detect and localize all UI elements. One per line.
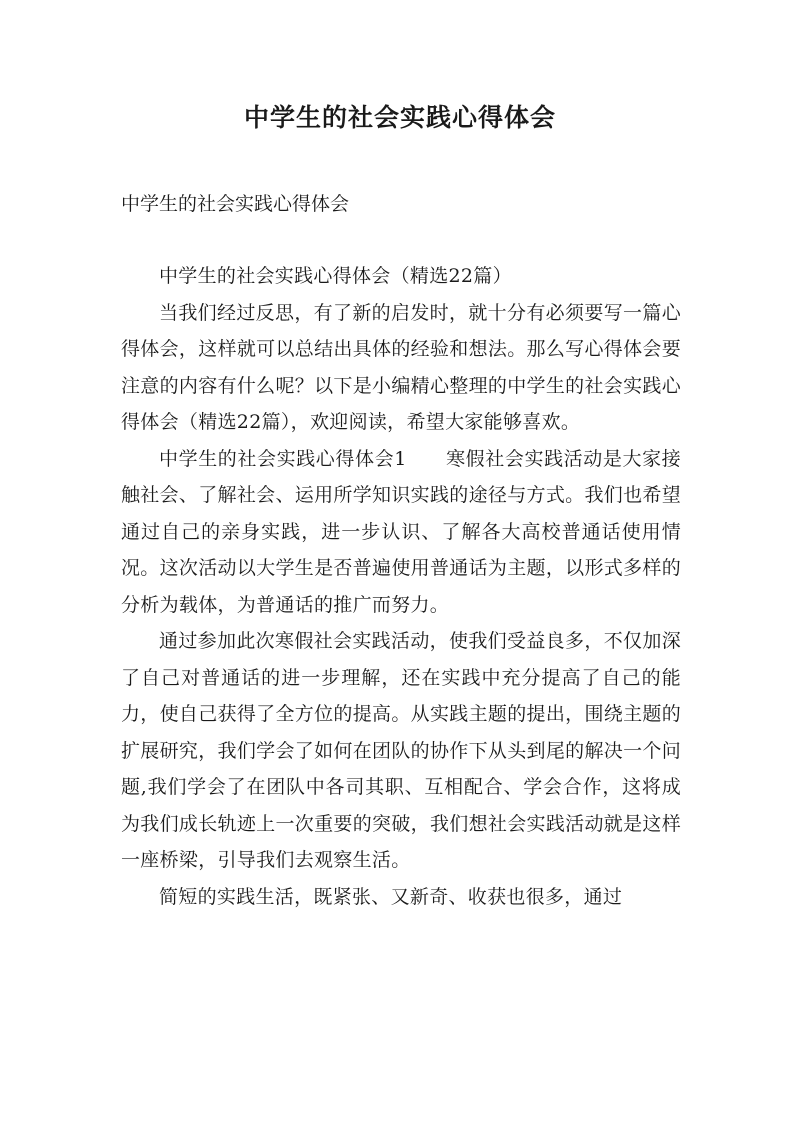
paragraph-reflection: 通过参加此次寒假社会实践活动，使我们受益良多，不仅加深了自己对普通话的进一步理解，还在实践中充分提高了自己的能力，使自己获得了全方位的提高。从实践主题的提出，围绕主题的扩展研究，我们学会了如何在团队的协作下从头到尾的解决一个问题,我们学会了在团队中各司其职、互相配合、学会合作，这将成为我们成长轨迹上一次重要的突破，我们想社会实践活动就是这样一座桥梁，引导我们去观察生活。: [121, 630, 681, 871]
document-title: 中学生的社会实践心得体会: [243, 103, 556, 132]
document-subtitle: 中学生的社会实践心得体会: [121, 193, 350, 215]
document-body: [121, 258, 681, 915]
paragraph-intro: 当我们经过反思，有了新的启发时，就十分有必须要写一篇心得体会，这样就可以总结出具体的经验和想法。那么写心得体会要注意的内容有什么呢？以下是小编精心整理的中学生的社会实践心得体会（精选22篇），欢迎阅读，希望大家能够喜欢。: [121, 301, 681, 433]
paragraph-essay-1: 中学生的社会实践心得体会1 寒假社会实践活动是大家接触社会、了解社会、运用所学知识实践的途径与方式。我们也希望通过自己的亲身实践，进一步认识、了解各大高校普通话使用情况。这次活动以大学生是否普遍使用普通话为主题，以形式多样的分析为载体，为普通话的推广而努力。: [121, 447, 681, 616]
paragraph-heading: 中学生的社会实践心得体会（精选22篇）: [159, 265, 512, 287]
paragraph-continued: 简短的实践生活，既紧张、又新奇、收获也很多，通过: [159, 885, 623, 908]
